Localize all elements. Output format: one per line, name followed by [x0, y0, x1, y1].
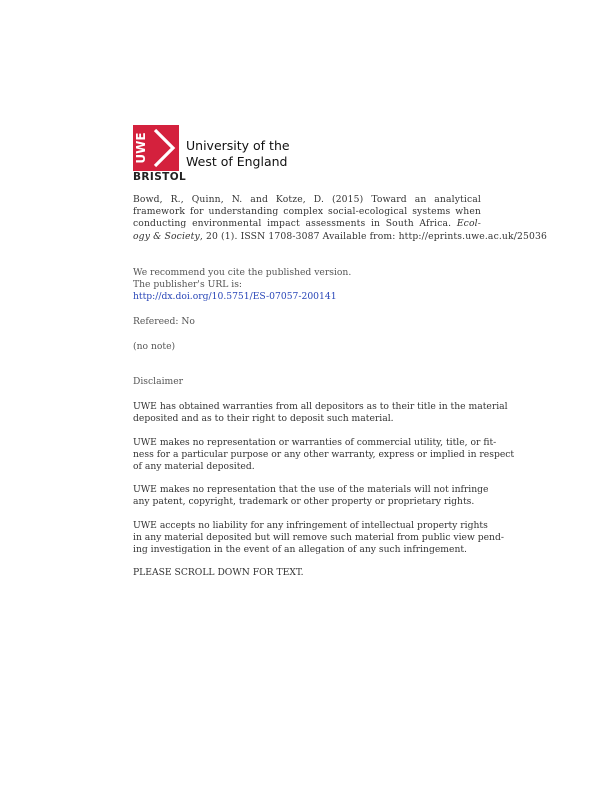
disclaimer-heading: Disclaimer [133, 376, 184, 387]
note-text: (no note) [133, 341, 176, 352]
uwe-mark-text: UWE [134, 132, 148, 164]
paragraph-line: UWE makes no representation or warranties of commercial utility, title, or fit- [133, 437, 497, 448]
uwe-logo [133, 125, 293, 185]
disclaimer-paragraph-1 [133, 401, 508, 425]
disclaimer-paragraph-2 [133, 437, 515, 474]
citation-line-4 [133, 230, 547, 243]
recommend-line-2: The publisher's URL is: [133, 279, 243, 291]
paragraph-line: UWE has obtained warranties from all depositors as to their title in the material [133, 401, 508, 412]
paragraph-line: ness for a particular purpose or any other warranty, express or implied in respect [133, 449, 515, 461]
recommend-notice [133, 267, 481, 304]
citation-line-4-text: , 20 (1). ISSN 1708-3087 Available from: http://eprints.uwe.ac.uk/25036 [199, 230, 547, 242]
paragraph-line: of any material deposited. [133, 461, 255, 473]
university-name-line2: West of England [186, 153, 288, 169]
paragraph-line: ing investigation in the event of an allegation of any such infringement. [133, 544, 467, 556]
refereed-status: Refereed: No [133, 316, 195, 327]
logo-bristol: BRISTOL [133, 171, 187, 183]
citation [133, 194, 547, 243]
citation-line-2: framework for understanding complex social-ecological systems when [133, 206, 481, 218]
scroll-notice: PLEASE SCROLL DOWN FOR TEXT. [133, 567, 304, 578]
paragraph-line: deposited and as to their right to deposit such material. [133, 413, 394, 425]
citation-line-1: Bowd, R., Quinn, N. and Kotze, D. (2015) Toward an analytical [133, 194, 481, 205]
paragraph-line: UWE makes no representation that the use of the materials will not infringe [133, 484, 489, 495]
paragraph-line: in any material deposited but will remove such material from public view pend- [133, 532, 504, 544]
disclaimer-paragraph-3 [133, 484, 489, 508]
citation-line-3-text: conducting environmental impact assessments in South Africa. [133, 218, 452, 230]
university-name-line1: University of the [186, 138, 290, 153]
publisher-url-link[interactable]: http://dx.doi.org/10.5751/ES-07057-200141 [133, 291, 337, 303]
journal-name-part1: Ecol- [456, 218, 481, 230]
disclaimer-paragraph-4 [133, 520, 504, 557]
paragraph-line: any patent, copyright, trademark or other property or proprietary rights. [133, 496, 475, 508]
journal-name-part2: ogy & Society [133, 230, 200, 242]
uwe-logo-mark [133, 125, 179, 171]
citation-line-3 [133, 218, 481, 230]
paragraph-line: UWE accepts no liability for any infringement of intellectual property rights [133, 520, 488, 531]
recommend-line-1: We recommend you cite the published version. [133, 267, 352, 278]
university-name [186, 138, 290, 169]
